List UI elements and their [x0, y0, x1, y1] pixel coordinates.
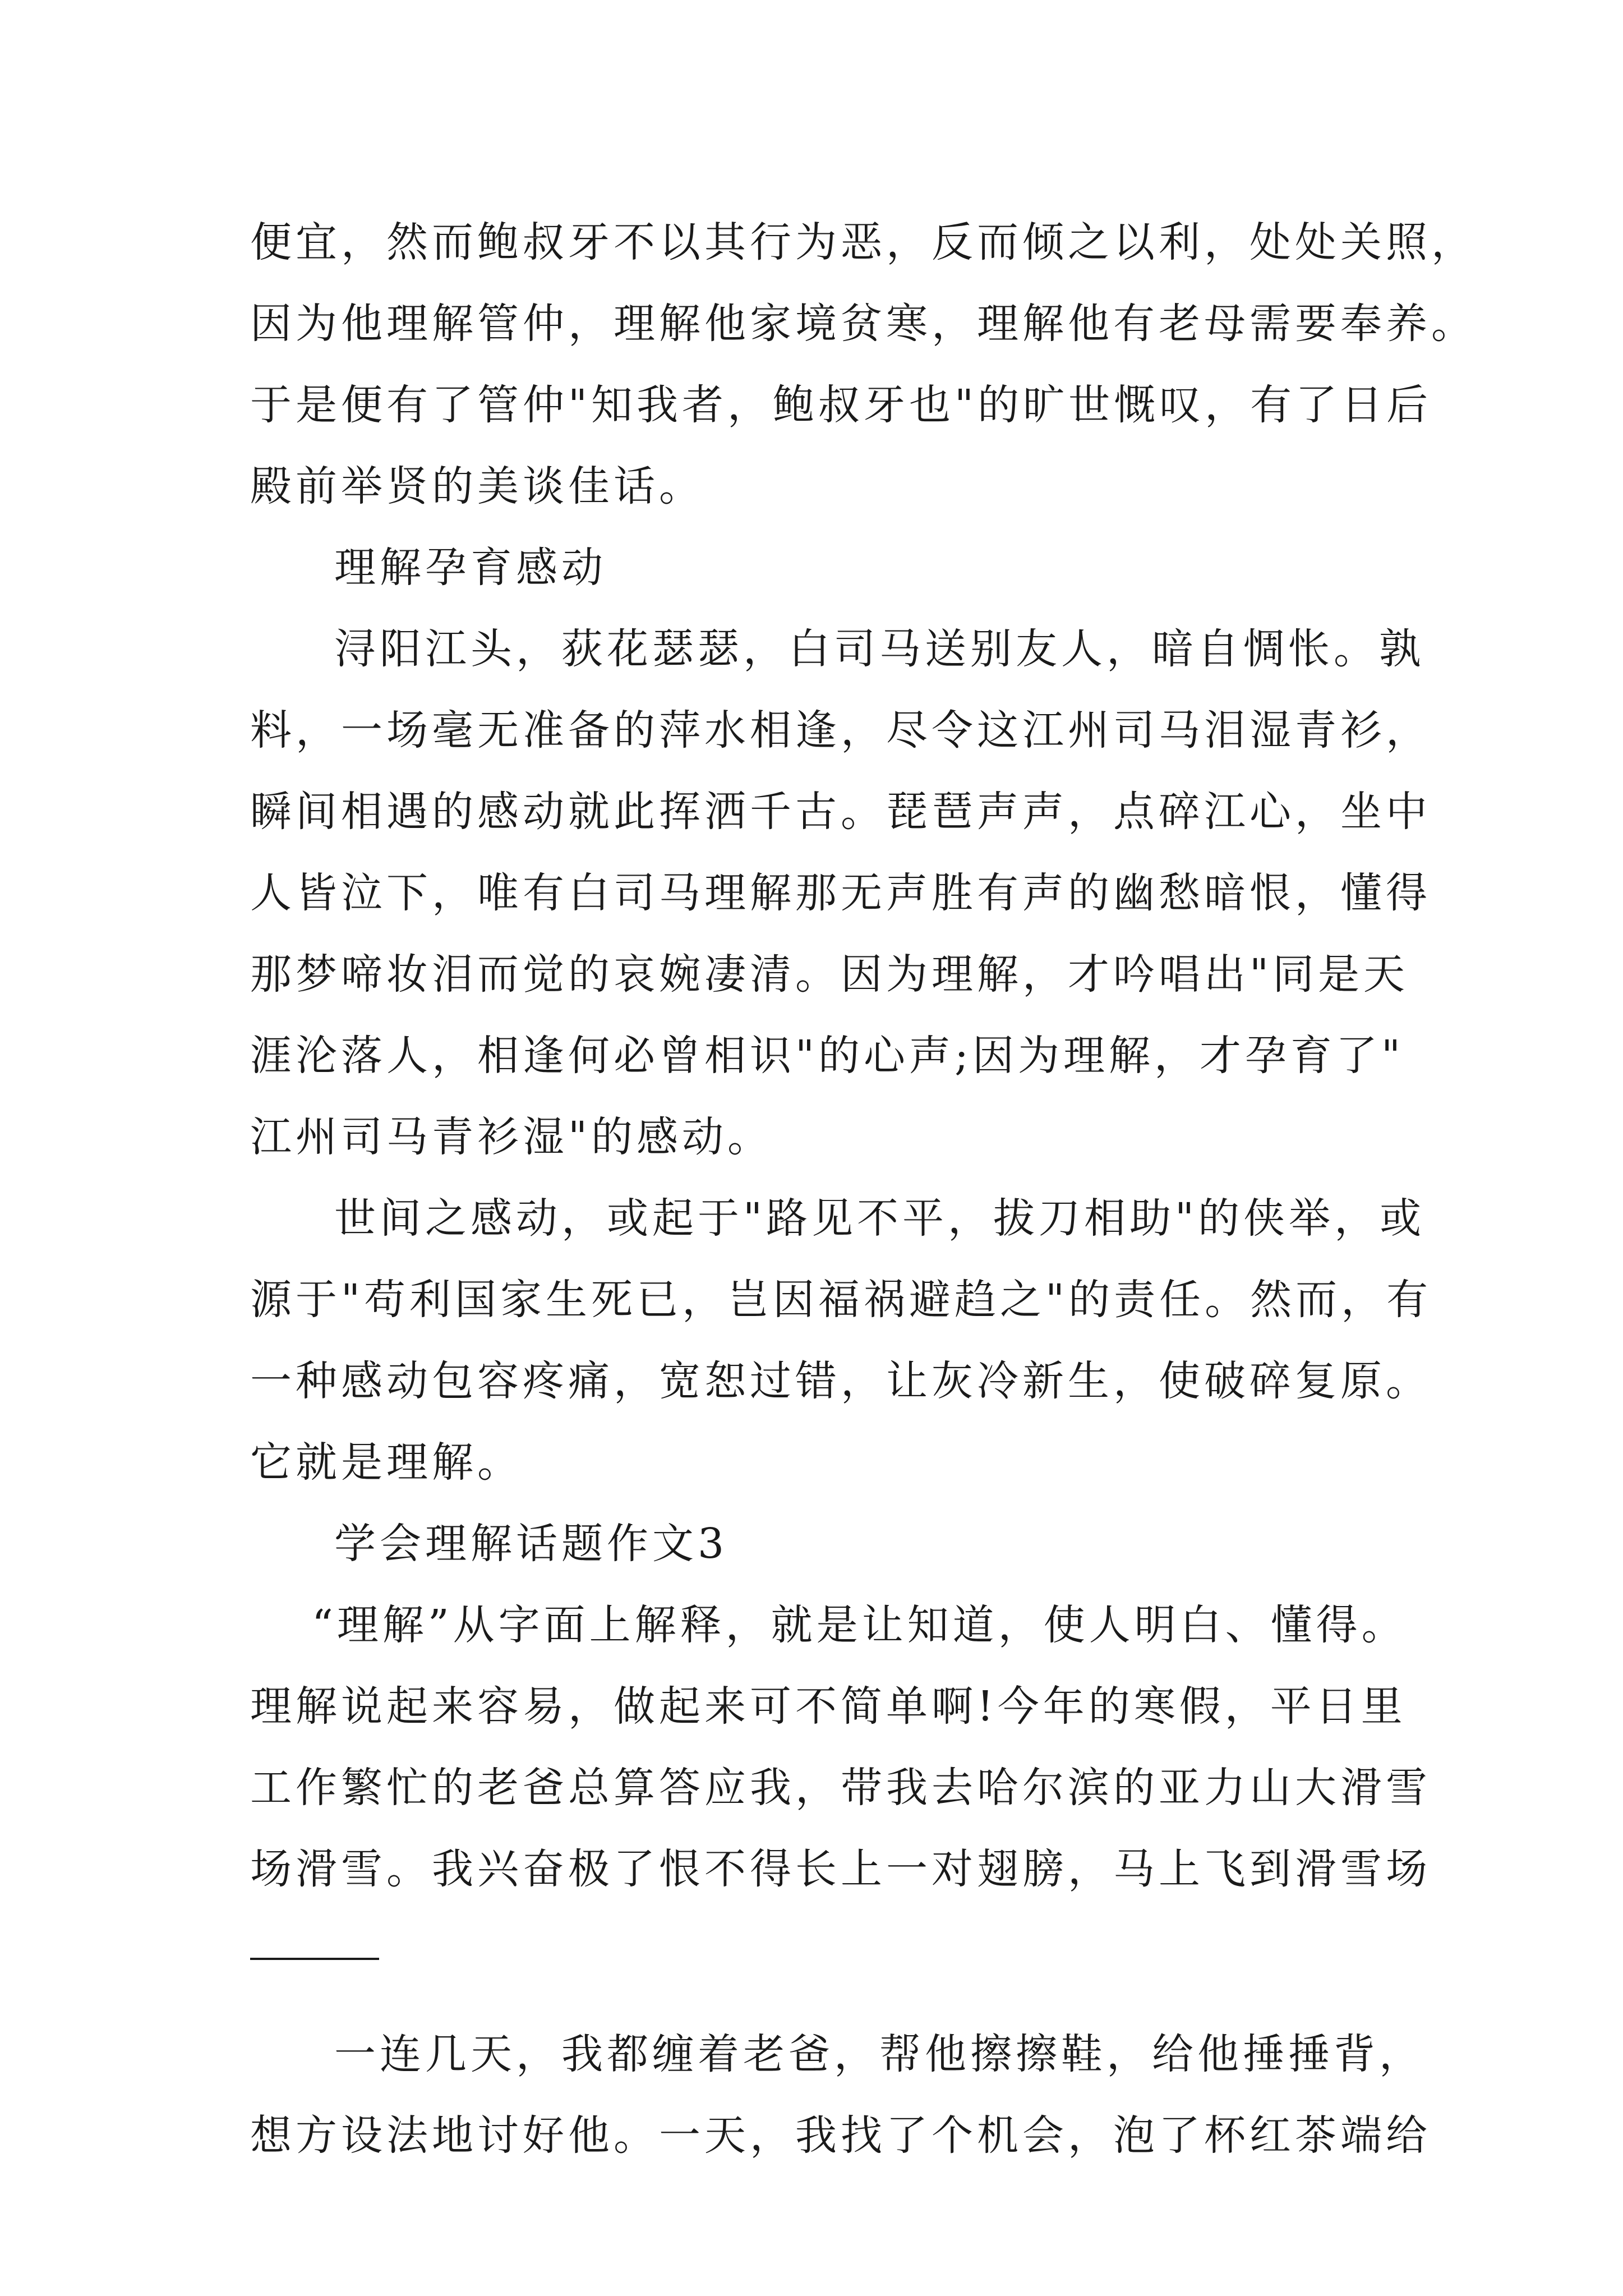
paragraph-line: 江州司马青衫湿"的感动。: [250, 1113, 773, 1161]
paragraph-line: 涯沦落人，相逢何必曾相识"的心声;因为理解，才孕育了": [250, 1032, 1405, 1080]
section-heading: 理解孕育感动: [334, 544, 607, 592]
paragraph-line: 便宜，然而鲍叔牙不以其行为恶，反而倾之以利，处处关照，: [250, 218, 1477, 266]
paragraph-line: 工作繁忙的老爸总算答应我，带我去哈尔滨的亚力山大滑雪: [250, 1764, 1431, 1812]
paragraph-line: 源于"苟利国家生死已，岂因福祸避趋之"的责任。然而，有: [250, 1276, 1432, 1324]
paragraph-line: 它就是理解。: [250, 1438, 523, 1487]
paragraph-line: 因为他理解管仲，理解他家境贫寒，理解他有老母需要奉养。: [250, 300, 1477, 348]
dash-divider: [250, 1958, 379, 1960]
paragraph-line: 世间之感动，或起于"路见不平，拔刀相助"的侠举，或: [334, 1194, 1426, 1243]
paragraph-line: 一种感动包容疼痛，宽恕过错，让灰冷新生，使破碎复原。: [250, 1357, 1431, 1405]
paragraph-line: 瞬间相遇的感动就此挥洒千古。琵琶声声，点碎江心，坐中: [250, 788, 1431, 836]
paragraph-line: 场滑雪。我兴奋极了恨不得长上一对翅膀，马上飞到滑雪场: [250, 1845, 1431, 1893]
paragraph-line: 浔阳江头，荻花瑟瑟，白司马送别友人，暗自惆怅。孰: [334, 625, 1424, 673]
paragraph-line: 殿前举贤的美谈佳话。: [250, 462, 704, 510]
paragraph-line: 人皆泣下，唯有白司马理解那无声胜有声的幽愁暗恨，懂得: [250, 869, 1431, 917]
paragraph-line: 于是便有了管仲"知我者，鲍叔牙也"的旷世慨叹，有了日后: [250, 381, 1432, 429]
paragraph-line: 料，一场毫无准备的萍水相逢，尽令这江州司马泪湿青衫，: [250, 706, 1431, 754]
paragraph-line: 那梦啼妆泪而觉的哀婉凄清。因为理解，才吟唱出"同是天: [250, 950, 1409, 999]
paragraph-line: 想方设法地讨好他。一天，我找了个机会，泡了杯红茶端给: [250, 2111, 1431, 2160]
paragraph-line: 理解说起来容易，做起来可不简单啊!今年的寒假，平日里: [250, 1682, 1407, 1731]
paragraph-line: “理解”从字面上解释，就是让知道，使人明白、懂得。: [312, 1601, 1407, 1649]
paragraph-line: 一连几天，我都缠着老爸，帮他擦擦鞋，给他捶捶背，: [334, 2030, 1424, 2078]
section-heading: 学会理解话题作文3: [334, 1520, 728, 1568]
